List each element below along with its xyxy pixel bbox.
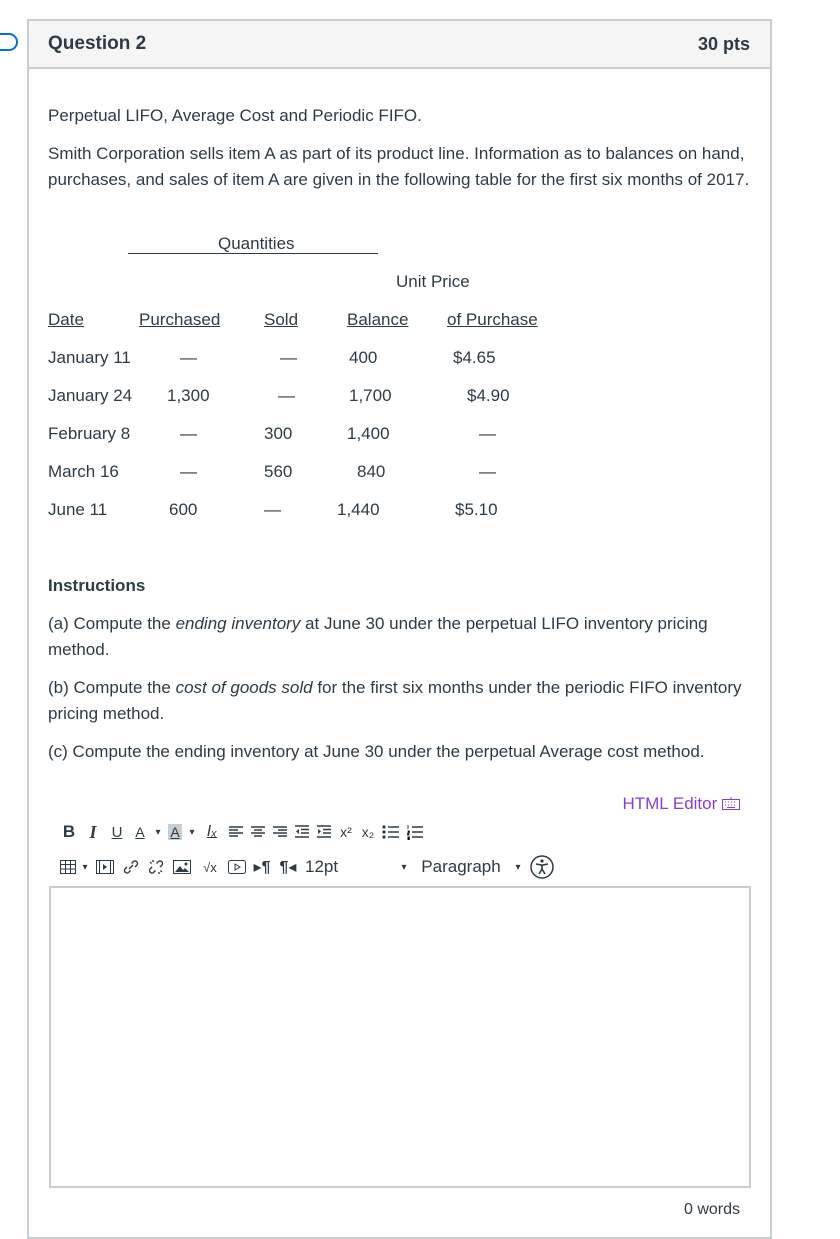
table-cell-sold: — bbox=[264, 500, 281, 519]
table-cell-date: January 11 bbox=[48, 348, 131, 367]
question-intro: Perpetual LIFO, Average Cost and Periodic FIFO. bbox=[48, 106, 422, 125]
table-cell-purchased: 600 bbox=[169, 500, 198, 519]
instruction-b bbox=[48, 675, 758, 727]
quantities-header: Quantities bbox=[218, 234, 295, 253]
block-format-value: Paragraph bbox=[421, 857, 501, 876]
instruction-a bbox=[48, 611, 758, 663]
question-nav-tab[interactable] bbox=[0, 33, 18, 51]
block-format-select[interactable] bbox=[411, 854, 511, 880]
table-cell-purchased: — bbox=[180, 348, 197, 367]
table-cell-balance: 1,700 bbox=[349, 386, 392, 405]
embed-icon[interactable] bbox=[225, 854, 249, 880]
editor-toolbar-row-1 bbox=[57, 817, 757, 847]
table-cell-purchased: 1,300 bbox=[167, 386, 210, 405]
table-icon[interactable] bbox=[57, 854, 79, 880]
col-purchased: Purchased bbox=[139, 310, 221, 329]
background-color-dropdown-icon[interactable]: ▾ bbox=[189, 826, 195, 838]
rtl-icon[interactable]: ¶◂ bbox=[279, 859, 297, 876]
col-of-purchase: of Purchase bbox=[447, 310, 538, 329]
media-icon[interactable] bbox=[91, 854, 119, 880]
question-description: Smith Corporation sells item A as part of its product line. Information as to balances on hand, purchases, and sales of item A are given in the following table for the first six months of 2017. bbox=[48, 144, 750, 189]
numbered-list-icon[interactable] bbox=[403, 819, 427, 845]
instruction-a-emphasis: ending inventory bbox=[175, 614, 301, 633]
table-cell-balance: 840 bbox=[357, 462, 386, 481]
italic-icon[interactable]: I bbox=[89, 821, 97, 842]
accessibility-icon[interactable] bbox=[525, 854, 559, 880]
table-cell-sold: — bbox=[280, 348, 297, 367]
table-cell-sold: — bbox=[278, 386, 295, 405]
table-cell-price: $4.90 bbox=[467, 386, 510, 405]
table-cell-balance: 400 bbox=[349, 348, 378, 367]
bullet-list-icon[interactable] bbox=[379, 819, 403, 845]
col-date: Date bbox=[48, 310, 84, 329]
text-color-icon[interactable]: A bbox=[135, 824, 145, 840]
outdent-icon[interactable] bbox=[291, 819, 313, 845]
html-editor-label: HTML Editor bbox=[622, 794, 718, 813]
font-size-dropdown-icon[interactable]: ▾ bbox=[401, 861, 407, 873]
col-balance: Balance bbox=[347, 310, 409, 329]
table-cell-price: — bbox=[479, 424, 496, 443]
ltr-icon[interactable]: ▸¶ bbox=[253, 859, 271, 876]
link-icon[interactable] bbox=[119, 854, 143, 880]
table-cell-price: — bbox=[479, 462, 496, 481]
unit-price-header: Unit Price bbox=[396, 272, 470, 291]
table-cell-balance: 1,440 bbox=[337, 500, 380, 519]
font-size-select[interactable] bbox=[301, 854, 397, 880]
question-header bbox=[29, 21, 770, 69]
align-center-icon[interactable] bbox=[247, 819, 269, 845]
quantities-rule bbox=[128, 253, 378, 254]
subscript-icon[interactable]: x₂ bbox=[361, 824, 375, 840]
superscript-icon[interactable]: x² bbox=[340, 824, 352, 840]
editor-toolbar-row-2 bbox=[57, 852, 757, 882]
question-points: 30 pts bbox=[697, 33, 750, 54]
table-cell-sold: 300 bbox=[264, 424, 293, 443]
background-color-icon[interactable]: A bbox=[170, 824, 180, 840]
instruction-b-emphasis: cost of goods sold bbox=[175, 678, 313, 697]
table-cell-sold: 560 bbox=[264, 462, 293, 481]
instruction-a-suffix: at June 30 under the perpetual LIFO inventory pricing method. bbox=[48, 614, 708, 659]
instruction-b-prefix: (b) Compute the bbox=[48, 678, 176, 697]
instruction-b-suffix: for the first six months under the periodic FIFO inventory pricing method. bbox=[48, 678, 742, 723]
col-sold: Sold bbox=[264, 310, 299, 329]
block-format-dropdown-icon[interactable]: ▾ bbox=[515, 861, 521, 873]
table-cell-price: $4.65 bbox=[453, 348, 496, 367]
table-cell-price: $5.10 bbox=[455, 500, 498, 519]
unlink-icon[interactable] bbox=[143, 854, 169, 880]
text-color-dropdown-icon[interactable]: ▾ bbox=[155, 826, 161, 838]
html-editor-link[interactable] bbox=[622, 794, 740, 814]
table-cell-balance: 1,400 bbox=[347, 424, 390, 443]
question-title: Question 2 bbox=[48, 33, 147, 54]
table-cell-purchased: — bbox=[180, 462, 197, 481]
keyboard-icon bbox=[722, 797, 740, 810]
indent-icon[interactable] bbox=[313, 819, 335, 845]
align-right-icon[interactable] bbox=[269, 819, 291, 845]
table-dropdown-icon[interactable]: ▾ bbox=[82, 861, 88, 873]
question-card bbox=[27, 19, 772, 1239]
clear-formatting-icon[interactable]: Iₓ bbox=[206, 823, 218, 840]
underline-icon[interactable]: U bbox=[111, 823, 123, 841]
word-count: 0 words bbox=[683, 1201, 740, 1218]
instruction-c: (c) Compute the ending inventory at June 30 under the perpetual Average cost method. bbox=[48, 742, 705, 761]
table-cell-date: June 11 bbox=[48, 500, 108, 519]
equation-icon[interactable]: √x bbox=[203, 859, 217, 875]
table-cell-date: February 8 bbox=[48, 424, 131, 443]
instruction-a-prefix: (a) Compute the bbox=[48, 614, 176, 633]
image-icon[interactable] bbox=[169, 854, 195, 880]
font-size-value: 12pt bbox=[305, 857, 339, 876]
table-cell-date: March 16 bbox=[48, 462, 119, 481]
align-left-icon[interactable] bbox=[225, 819, 247, 845]
table-cell-purchased: — bbox=[180, 424, 197, 443]
table-cell-date: January 24 bbox=[48, 386, 133, 405]
bold-icon[interactable]: B bbox=[62, 822, 76, 841]
rich-text-editor-area[interactable] bbox=[49, 886, 751, 1188]
instructions-heading: Instructions bbox=[48, 576, 146, 595]
